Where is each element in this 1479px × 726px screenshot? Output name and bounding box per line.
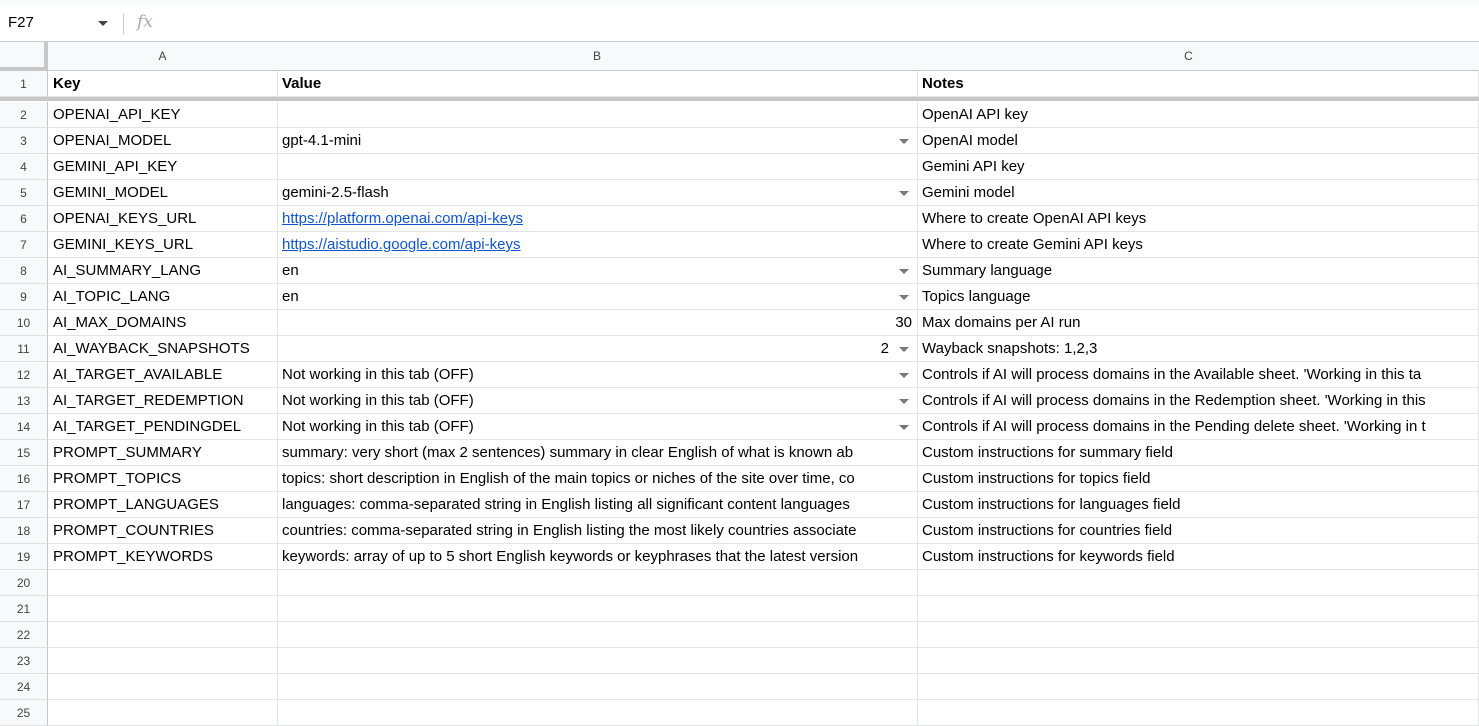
value-cell[interactable] xyxy=(277,362,918,388)
key-cell[interactable] xyxy=(48,674,278,700)
key-cell[interactable]: AI_TARGET_AVAILABLE xyxy=(48,362,278,388)
table-row xyxy=(0,154,1479,180)
row-header[interactable]: 4 xyxy=(0,154,48,180)
value-text: summary: very short (max 2 sentences) summary in clear English of what is known ab xyxy=(282,444,854,461)
key-cell[interactable]: OPENAI_KEYS_URL xyxy=(48,206,278,232)
key-cell[interactable] xyxy=(48,596,278,622)
table-row xyxy=(0,206,1479,232)
notes-cell[interactable]: Topics language xyxy=(917,284,1479,310)
value-text: languages: comma-separated string in English listing all significant content languages xyxy=(282,496,850,513)
value-text: en xyxy=(282,262,299,279)
row-header[interactable]: 2 xyxy=(0,102,48,128)
value-text: Not working in this tab (OFF) xyxy=(282,392,474,409)
table-row xyxy=(0,648,1479,674)
row-header[interactable]: 12 xyxy=(0,362,48,388)
notes-cell[interactable] xyxy=(917,570,1479,596)
key-cell[interactable]: AI_SUMMARY_LANG xyxy=(48,258,278,284)
notes-cell[interactable]: Where to create Gemini API keys xyxy=(917,232,1479,258)
value-cell[interactable] xyxy=(277,570,918,596)
notes-cell[interactable]: Controls if AI will process domains in the Redemption sheet. 'Working in this xyxy=(917,388,1479,414)
key-cell[interactable]: OPENAI_API_KEY xyxy=(48,102,278,128)
name-box[interactable] xyxy=(8,14,118,34)
value-cell[interactable] xyxy=(277,596,918,622)
notes-cell[interactable] xyxy=(917,622,1479,648)
key-cell[interactable]: AI_TARGET_PENDINGDEL xyxy=(48,414,278,440)
key-cell[interactable]: PROMPT_LANGUAGES xyxy=(48,492,278,518)
value-cell[interactable] xyxy=(277,128,918,154)
row-header[interactable]: 11 xyxy=(0,336,48,362)
table-row xyxy=(0,388,1479,414)
notes-cell[interactable]: Controls if AI will process domains in the Available sheet. 'Working in this ta xyxy=(917,362,1479,388)
value-text: topics: short description in English of the main topics or niches of the site over time, co xyxy=(282,470,855,487)
notes-cell[interactable] xyxy=(917,674,1479,700)
key-cell[interactable] xyxy=(48,648,278,674)
key-cell[interactable]: AI_WAYBACK_SNAPSHOTS xyxy=(48,336,278,362)
value-cell[interactable] xyxy=(277,622,918,648)
value-cell[interactable] xyxy=(277,518,918,544)
row-header[interactable]: 8 xyxy=(0,258,48,284)
value-cell[interactable] xyxy=(277,102,918,128)
notes-cell[interactable]: OpenAI model xyxy=(917,128,1479,154)
notes-cell[interactable]: Custom instructions for countries field xyxy=(917,518,1479,544)
table-row xyxy=(0,128,1479,154)
row-header[interactable]: 9 xyxy=(0,284,48,310)
notes-cell[interactable]: Wayback snapshots: 1,2,3 xyxy=(917,336,1479,362)
value-cell[interactable] xyxy=(277,466,918,492)
dropdown-arrow-icon[interactable] xyxy=(899,373,909,378)
chevron-down-icon[interactable] xyxy=(98,21,108,26)
dropdown-arrow-icon[interactable] xyxy=(899,269,909,274)
key-cell[interactable]: PROMPT_KEYWORDS xyxy=(48,544,278,570)
key-cell[interactable]: AI_MAX_DOMAINS xyxy=(48,310,278,336)
table-row xyxy=(0,258,1479,284)
dropdown-arrow-icon[interactable] xyxy=(899,191,909,196)
table-row xyxy=(0,570,1479,596)
row-header[interactable]: 15 xyxy=(0,440,48,466)
column-header-b[interactable]: B xyxy=(277,42,918,71)
row-header[interactable]: 21 xyxy=(0,596,48,622)
value-cell[interactable] xyxy=(277,71,918,97)
value-cell[interactable] xyxy=(277,388,918,414)
formula-bar xyxy=(0,6,1479,42)
key-cell[interactable]: GEMINI_API_KEY xyxy=(48,154,278,180)
value-text: Not working in this tab (OFF) xyxy=(282,366,474,383)
dropdown-arrow-icon[interactable] xyxy=(899,139,909,144)
row-header[interactable]: 7 xyxy=(0,232,48,258)
row-header[interactable]: 19 xyxy=(0,544,48,570)
value-text: gpt-4.1-mini xyxy=(282,132,362,149)
value-cell[interactable] xyxy=(277,440,918,466)
value-text: keywords: array of up to 5 short English keywords or keyphrases that the latest version xyxy=(282,548,859,565)
table-row xyxy=(0,466,1479,492)
row-header[interactable]: 25 xyxy=(0,700,48,726)
value-text: gemini-2.5-flash xyxy=(282,184,389,201)
row-header[interactable]: 17 xyxy=(0,492,48,518)
value-cell[interactable] xyxy=(277,154,918,180)
value-cell[interactable] xyxy=(277,180,918,206)
row-header[interactable]: 13 xyxy=(0,388,48,414)
table-row xyxy=(0,336,1479,362)
dropdown-arrow-icon[interactable] xyxy=(899,295,909,300)
divider xyxy=(123,14,124,34)
table-row xyxy=(0,71,1479,97)
table-row xyxy=(0,700,1479,726)
value-text: Value xyxy=(282,75,322,92)
value-cell[interactable] xyxy=(277,258,918,284)
key-cell[interactable] xyxy=(48,622,278,648)
row-header[interactable]: 10 xyxy=(0,310,48,336)
notes-cell[interactable] xyxy=(917,596,1479,622)
value-cell[interactable] xyxy=(277,414,918,440)
notes-cell[interactable] xyxy=(917,648,1479,674)
key-cell[interactable]: AI_TARGET_REDEMPTION xyxy=(48,388,278,414)
name-box-value: F27 xyxy=(8,14,34,31)
value-cell[interactable] xyxy=(277,284,918,310)
value-text: countries: comma-separated string in English listing the most likely countries associate xyxy=(282,522,857,539)
row-header[interactable]: 22 xyxy=(0,622,48,648)
notes-cell[interactable] xyxy=(917,700,1479,726)
table-row xyxy=(0,440,1479,466)
table-row xyxy=(0,492,1479,518)
value-text: Not working in this tab (OFF) xyxy=(282,418,474,435)
notes-cell[interactable]: Notes xyxy=(917,71,1479,97)
notes-cell[interactable]: Custom instructions for summary field xyxy=(917,440,1479,466)
dropdown-arrow-icon[interactable] xyxy=(899,425,909,430)
dropdown-arrow-icon[interactable] xyxy=(899,399,909,404)
notes-cell[interactable]: Custom instructions for languages field xyxy=(917,492,1479,518)
notes-cell[interactable]: Custom instructions for topics field xyxy=(917,466,1479,492)
notes-cell[interactable]: Gemini API key xyxy=(917,154,1479,180)
table-row xyxy=(0,180,1479,206)
table-row xyxy=(0,674,1479,700)
column-header-a[interactable]: A xyxy=(48,42,278,71)
row-header[interactable]: 24 xyxy=(0,674,48,700)
key-cell[interactable]: Key xyxy=(48,71,278,97)
table-row xyxy=(0,362,1479,388)
value-text: 30 xyxy=(895,314,912,331)
key-cell[interactable]: PROMPT_SUMMARY xyxy=(48,440,278,466)
row-header[interactable]: 23 xyxy=(0,648,48,674)
table-row xyxy=(0,544,1479,570)
table-row xyxy=(0,310,1479,336)
key-cell[interactable]: PROMPT_TOPICS xyxy=(48,466,278,492)
notes-cell[interactable]: Max domains per AI run xyxy=(917,310,1479,336)
notes-cell[interactable]: Where to create OpenAI API keys xyxy=(917,206,1479,232)
row-header[interactable]: 16 xyxy=(0,466,48,492)
notes-cell[interactable]: OpenAI API key xyxy=(917,102,1479,128)
key-cell[interactable] xyxy=(48,700,278,726)
notes-cell[interactable]: Summary language xyxy=(917,258,1479,284)
table-row xyxy=(0,102,1479,128)
key-cell[interactable]: AI_TOPIC_LANG xyxy=(48,284,278,310)
value-cell[interactable] xyxy=(277,206,918,232)
key-cell[interactable]: GEMINI_KEYS_URL xyxy=(48,232,278,258)
key-cell[interactable]: GEMINI_MODEL xyxy=(48,180,278,206)
value-cell[interactable] xyxy=(277,310,918,336)
key-cell[interactable]: OPENAI_MODEL xyxy=(48,128,278,154)
value-cell[interactable] xyxy=(277,648,918,674)
row-header[interactable]: 5 xyxy=(0,180,48,206)
row-header[interactable]: 14 xyxy=(0,414,48,440)
value-link[interactable]: https://platform.openai.com/api-keys xyxy=(282,210,523,227)
value-text: 2 xyxy=(880,340,889,357)
notes-cell[interactable]: Custom instructions for keywords field xyxy=(917,544,1479,570)
row-header[interactable]: 3 xyxy=(0,128,48,154)
value-link[interactable]: https://aistudio.google.com/api-keys xyxy=(282,236,521,253)
key-cell[interactable]: PROMPT_COUNTRIES xyxy=(48,518,278,544)
value-cell[interactable] xyxy=(277,544,918,570)
fx-icon: fx xyxy=(137,12,153,32)
row-header[interactable]: 18 xyxy=(0,518,48,544)
column-header-c[interactable]: C xyxy=(917,42,1461,71)
dropdown-arrow-icon[interactable] xyxy=(899,347,909,352)
row-header[interactable]: 1 xyxy=(0,71,48,97)
column-header-d[interactable] xyxy=(1460,42,1479,71)
row-header[interactable]: 20 xyxy=(0,570,48,596)
table-row xyxy=(0,232,1479,258)
notes-cell[interactable]: Controls if AI will process domains in the Pending delete sheet. 'Working in t xyxy=(917,414,1479,440)
table-row xyxy=(0,596,1479,622)
value-text: en xyxy=(282,288,299,305)
select-all-corner[interactable] xyxy=(0,42,48,71)
table-row xyxy=(0,622,1479,648)
value-cell[interactable] xyxy=(277,492,918,518)
key-cell[interactable] xyxy=(48,570,278,596)
value-cell[interactable] xyxy=(277,336,918,362)
table-row xyxy=(0,284,1479,310)
table-row xyxy=(0,414,1479,440)
notes-cell[interactable]: Gemini model xyxy=(917,180,1479,206)
value-cell[interactable] xyxy=(277,674,918,700)
frozen-row-divider[interactable] xyxy=(0,97,1479,101)
table-row xyxy=(0,518,1479,544)
row-header[interactable]: 6 xyxy=(0,206,48,232)
value-cell[interactable] xyxy=(277,232,918,258)
value-cell[interactable] xyxy=(277,700,918,726)
